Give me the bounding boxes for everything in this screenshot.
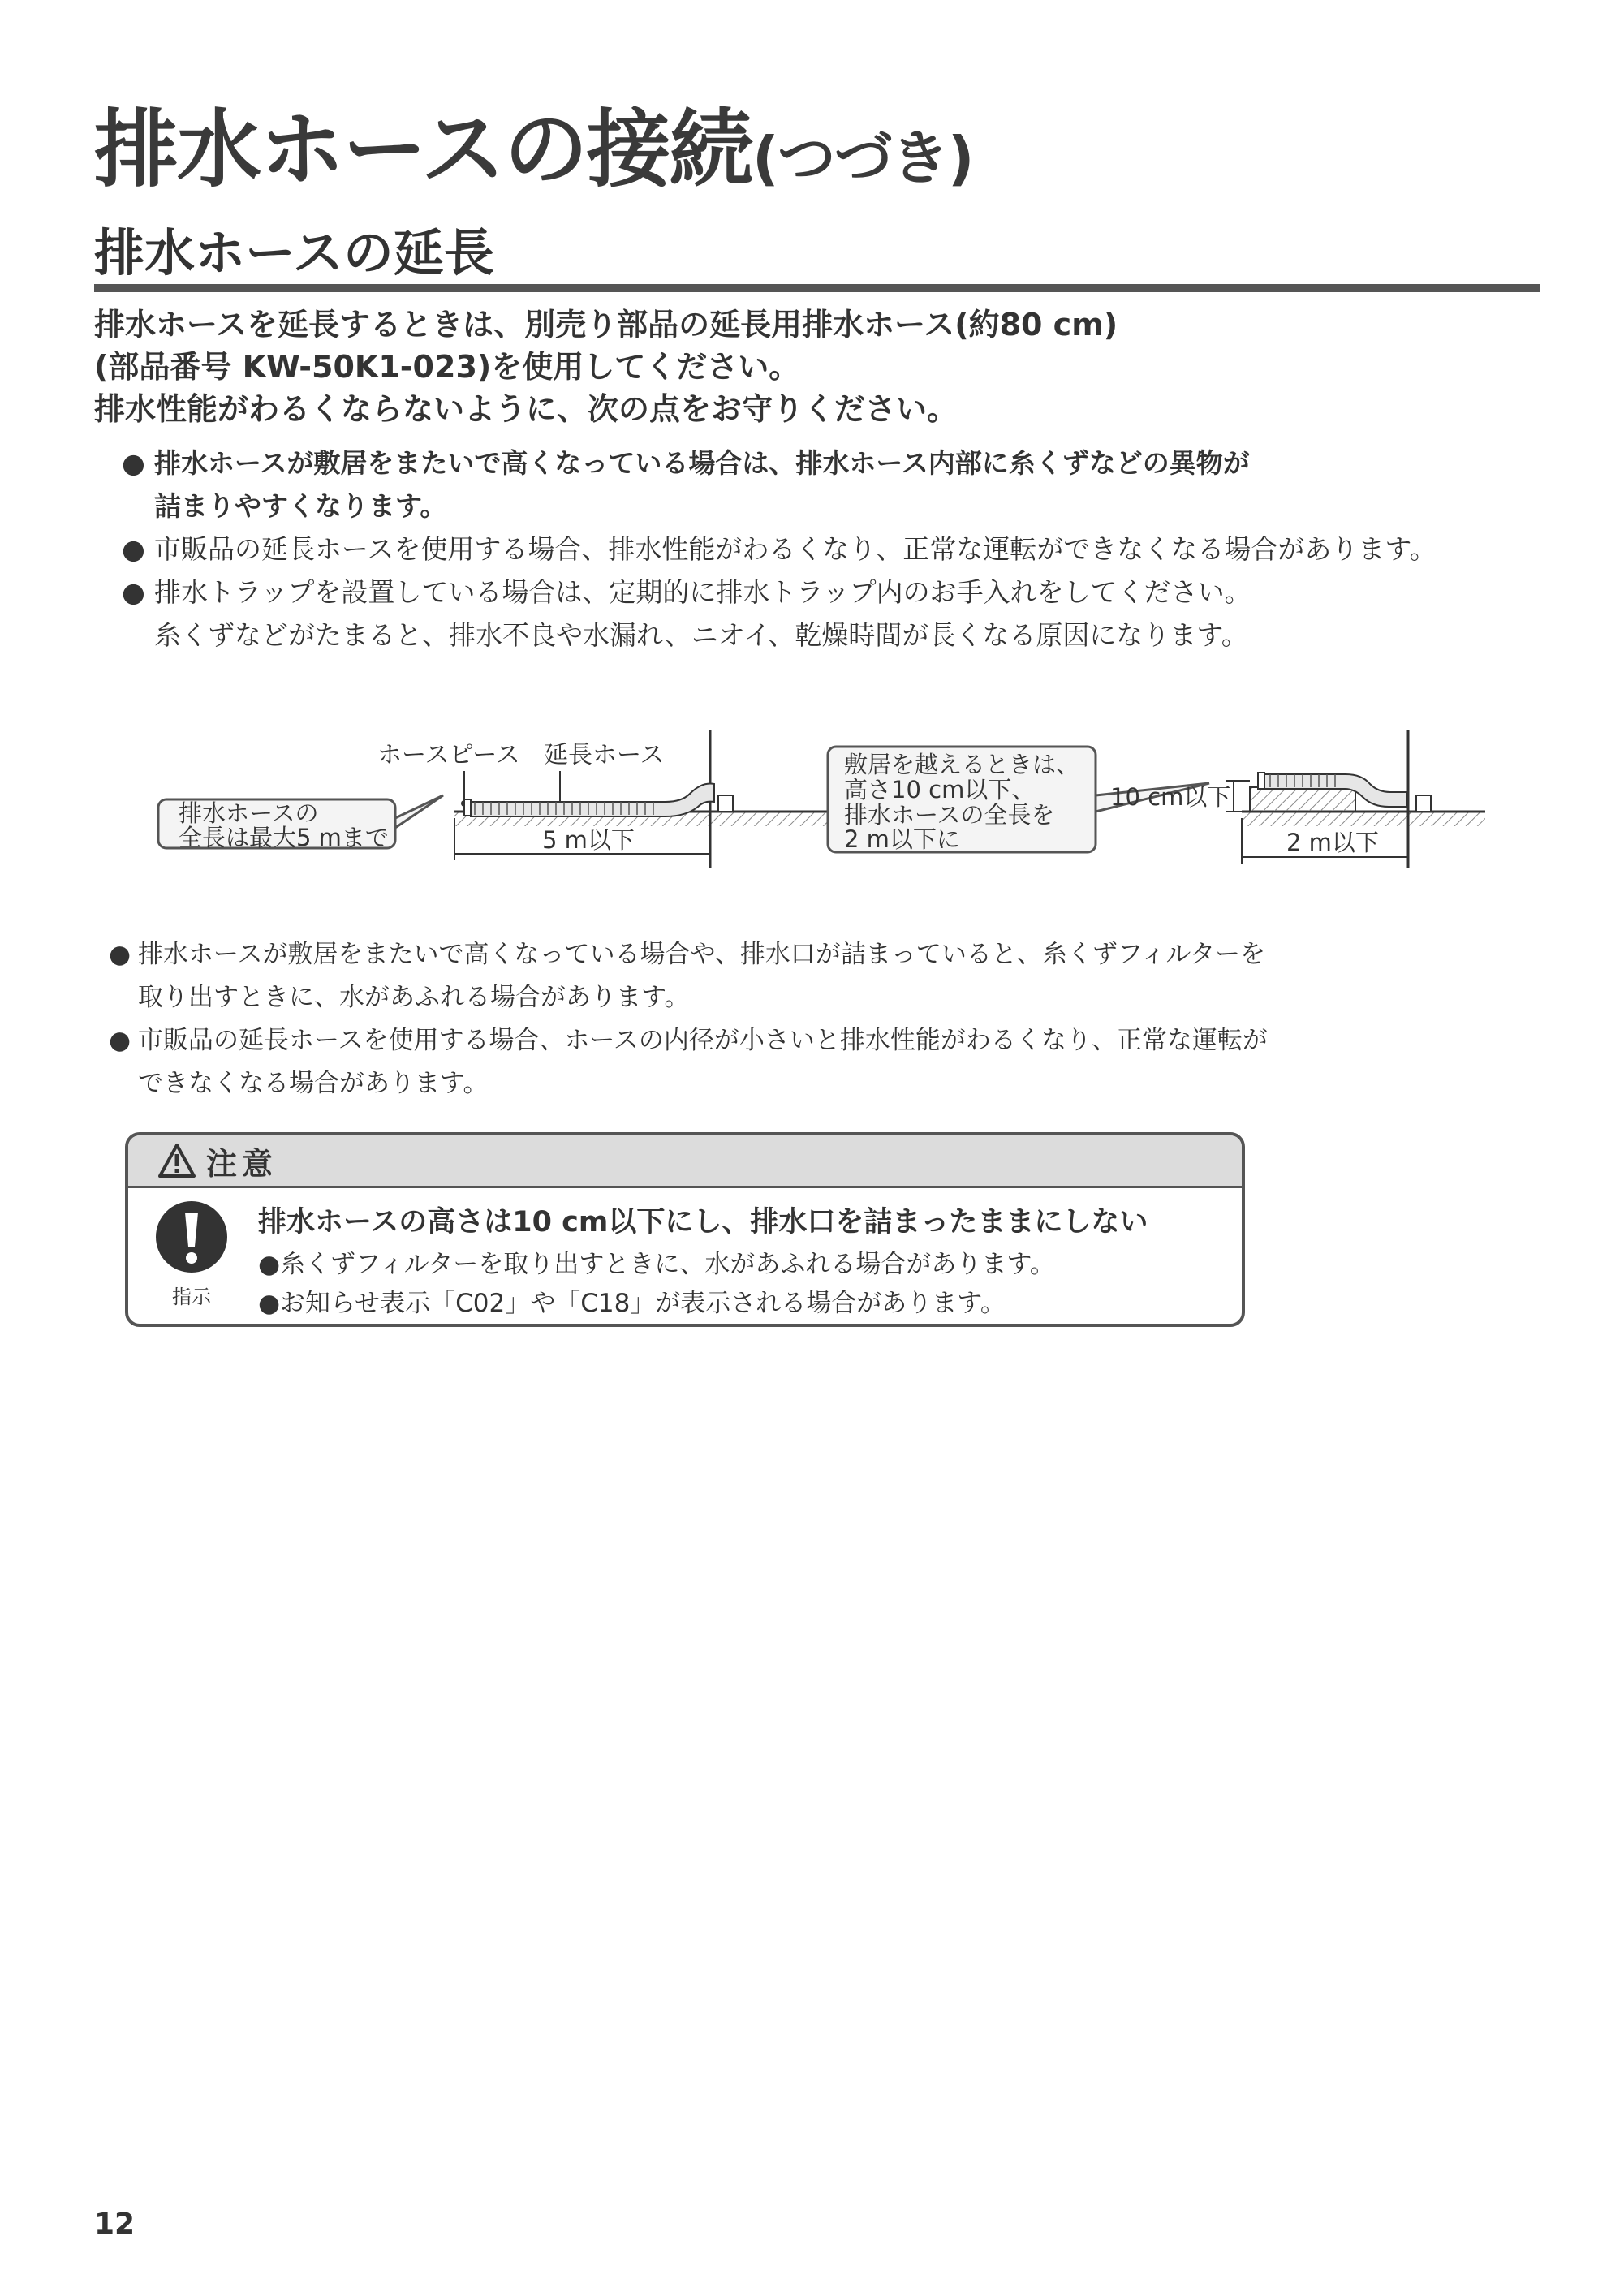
caution-body [128, 1188, 1242, 1326]
callout-line: 高さ10 cm以下、 [844, 776, 1036, 803]
section-title: 排水ホースの延長 [94, 223, 494, 282]
instruction-mark [153, 1200, 230, 1309]
warning-triangle-icon [157, 1143, 196, 1178]
notes-list [109, 933, 1268, 1105]
instruction-label: 指示 [172, 1286, 211, 1308]
caution-header [128, 1135, 1242, 1188]
exclamation-circle-icon [154, 1200, 229, 1274]
list-item [109, 1019, 1268, 1105]
threshold-sill [1250, 787, 1355, 812]
bullet-dot: ● [109, 1026, 131, 1055]
list-item-text: 市販品の延長ホースを使用する場合、排水性能がわるくなり、正常な運転ができなくなる場合があります。 [154, 533, 1437, 565]
right-diagram [828, 730, 1485, 868]
section-divider [94, 284, 1540, 292]
caution-item: ●糸くずフィルターを取り出すときに、水があふれる場合があります。 [258, 1250, 1055, 1279]
hose-piece [1258, 773, 1264, 789]
hose-piece-label: ホースピース [377, 741, 520, 769]
callout-pointer [395, 795, 443, 828]
callout-line: 敷居を越えるときは、 [844, 751, 1080, 778]
bullet-dot: ● [122, 576, 145, 608]
hose-extension-diagram [154, 714, 1485, 901]
length-label: 2 m以下 [1286, 829, 1379, 856]
list-item-text: 糸くずなどがたまると、排水不良や水漏れ、ニオイ、乾燥時間が長くなる原因になります。 [154, 619, 1248, 651]
precaution-list [122, 442, 1437, 657]
caution-box [125, 1132, 1245, 1327]
caution-heading: 排水ホースの高さは10 cm以下にし、排水口を詰まったままにしない [258, 1206, 1148, 1238]
list-item-text: 排水トラップを設置している場合は、定期的に排水トラップ内のお手入れをしてください。 [154, 576, 1251, 608]
lead-line: 排水性能がわるくならないように、次の点をお守りください。 [94, 391, 958, 427]
bullet-dot: ● [122, 447, 145, 479]
extension-hose-label: 延長ホース [544, 741, 665, 769]
lead-line: (部品番号 KW-50K1-023)を使用してください。 [94, 349, 800, 385]
list-item-text: 排水ホースが敷居をまたいで高くなっている場合や、排水口が詰まっていると、糸くずフィルターを [138, 940, 1266, 969]
lead-line: 排水ホースを延長するときは、別売り部品の延長用排水ホース(約80 cm) [94, 307, 1118, 342]
drain-outlet [1416, 795, 1431, 812]
list-item-text: できなくなる場合があります。 [138, 1069, 489, 1098]
list-item [122, 442, 1437, 528]
callout-line: 排水ホースの [179, 799, 319, 827]
list-item [122, 571, 1437, 657]
page-title-suffix: (つづき) [752, 124, 973, 192]
list-item-text: 詰まりやすくなります。 [154, 490, 447, 522]
page-title [94, 81, 973, 203]
list-item-text: 排水ホースが敷居をまたいで高くなっている場合は、排水ホース内部に糸くずなどの異物が [154, 447, 1250, 479]
height-label: 10 cm以下 [1110, 783, 1231, 811]
callout-line: 2 m以下に [844, 825, 960, 853]
list-item-text: 市販品の延長ホースを使用する場合、ホースの内径が小さいと排水性能がわるくなり、正常な運転が [138, 1026, 1268, 1055]
caution-item: ●お知らせ表示「C02」や「C18」が表示される場合があります。 [258, 1289, 1006, 1318]
bullet-dot: ● [109, 940, 131, 969]
left-diagram [158, 730, 909, 868]
page-title-main: 排水ホースの接続 [94, 100, 752, 199]
length-label: 5 m以下 [542, 826, 635, 854]
lead-paragraph [94, 304, 1118, 430]
page-number: 12 [94, 2208, 136, 2241]
bullet-dot: ● [122, 533, 145, 565]
caution-label: 注意 [206, 1145, 278, 1182]
callout-line: 全長は最大5 mまで [179, 824, 389, 851]
floor-hatch [1242, 812, 1485, 826]
drain-outlet [718, 795, 733, 812]
list-item-text: 取り出すときに、水があふれる場合があります。 [138, 983, 690, 1012]
list-item [109, 933, 1268, 1019]
callout-line: 排水ホースの全長を [844, 801, 1055, 829]
hose-piece [464, 799, 471, 816]
list-item [122, 528, 1437, 571]
